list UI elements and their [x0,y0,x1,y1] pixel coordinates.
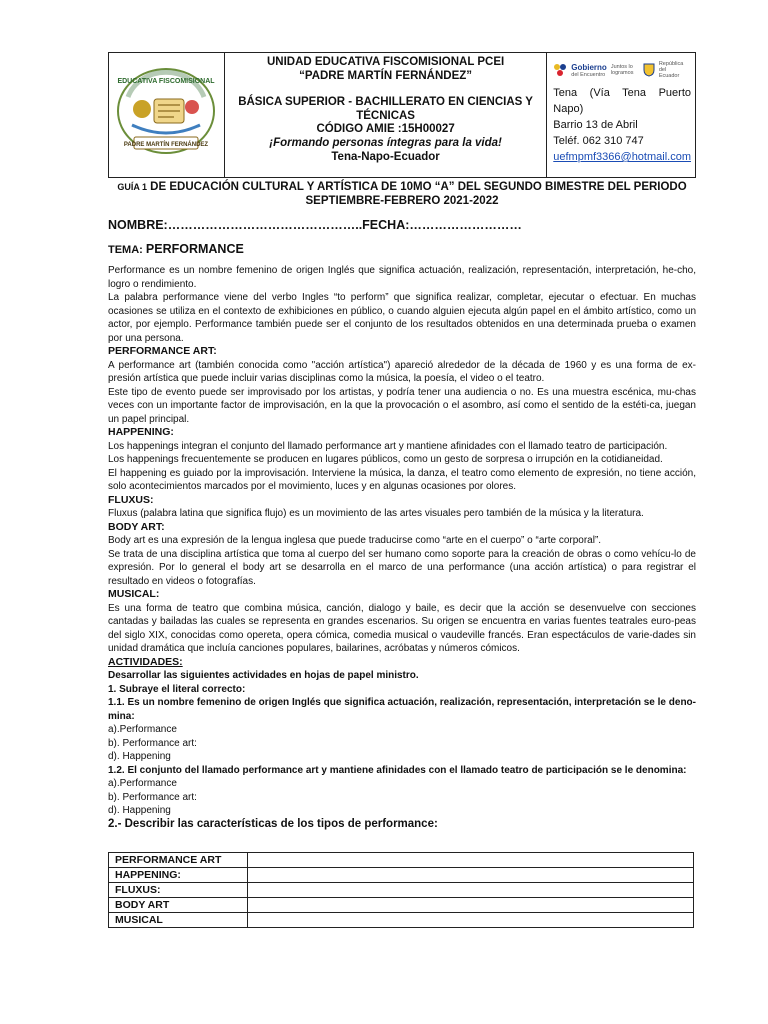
topic-label: TEMA: [108,244,146,256]
table-row [109,898,694,913]
section-heading-body-art: BODY ART: [108,520,165,533]
paragraph: Se trata de una disciplina artística que toma al cuerpo del ser humano como soporte para la creación de obras o como vehícu-lo de expresión. Por lo general el body art se desarrolla en el marco de una performance (una acción artística) o para registrar el resultado en videos o fotografías. [108,548,696,587]
gov-logo-tag: Juntos lo logramos [610,64,634,76]
paragraph: Body art es una expresión de la lengua inglesa que puede traducirse como “arte en el cuerpo” o “arte corporal”. [108,535,602,546]
table-row-label: MUSICAL [109,913,248,928]
section-heading-musical: MUSICAL: [108,588,160,600]
question-1: 1. Subraye el literal correcto: [108,683,246,695]
table-row-label: PERFORMANCE ART [109,853,248,868]
option: b). Performance art: [108,737,197,749]
table-row [109,868,694,883]
school-logo-cell [109,53,225,177]
option: a).Performance [108,778,177,789]
table-row [109,913,694,928]
table-row [109,883,694,898]
performance-types-table [108,852,694,928]
paragraph: La palabra performance viene del verbo Ingles “to perform” que significa realizar, completar, ejecutar o efectuar. En muchas ocasiones se utiliza en el contexto de exhibiciones en público, o cuando alguien ejecuta algún papel en el ámbito artístico, como un actor, por ejemplo. Performance también puede ser el conjunto de los resultados obtenidos en una determinada prueba o examen por una persona. [108,292,696,344]
option: d). Happening [108,805,171,816]
paragraph: Los happenings frecuentemente se producen en lugares públicos, como un gesto de sorpresa o irrupción en la cotidianeidad. [108,454,663,465]
guide-period: SEPTIEMBRE-FEBRERO 2021-2022 [305,195,499,207]
activities-instruction: Desarrollar las siguientes actividades en hojas de papel ministro. [108,670,419,681]
answer-cell[interactable] [248,913,694,928]
email-link[interactable]: uefmpmf3366@hotmail.com [553,151,691,163]
name-date-line: NOMBRE:………………………………………..FECHA:……………………… [108,218,522,232]
school-subname: “PADRE MARTÍN FERNÁNDEZ” [299,69,473,82]
option: d). Happening [108,751,171,762]
gov-logo-sub: del Encuentro [571,71,606,78]
option: b). Performance art: [108,791,197,803]
guide-title [108,180,696,208]
document-body [108,264,696,831]
amie-code: CÓDIGO AMIE :15H00027 [316,123,455,136]
ecuador-shield-icon [643,63,655,77]
section-heading-happening: HAPPENING: [108,426,174,438]
paragraph: El happening es guiado por la improvisación. Interviene la música, la danza, el teatro como elemento de expresión, no tiene acción, solo acontecimientos marcados por el movimiento, luces y en algunas ocasiones por olores. [108,467,696,492]
address-line-2: Barrio 13 de Abril [553,119,638,131]
option: a).Performance [108,724,177,735]
paragraph: Performance es un nombre femenino de origen Inglés que significa actuación, realización, representación, interpretación, he-cho, logro o rendimiento. [108,265,696,290]
paragraph: Es una forma de teatro que combina música, canción, dialogo y baile, es decir que la acción se desenvuelve con secciones cantadas y bailadas las cuales se representa en grandes escenarios. Su origen se encuentra en varias fuentes teatrales euro-peas del siglo XIX, conocidas como opereta, opera cómica, comedia musical o vaudeville francés. Eran espectáculos de varie-dades sin unidad dramática que incluía canciones populares, bailarines, acróbatas y números cómicos. [108,602,696,654]
answer-cell[interactable] [248,853,694,868]
question-2: 2.- Describir las características de los tipos de performance: [108,817,438,830]
phone: Teléf. 062 310 747 [553,135,644,147]
government-logo [553,55,691,85]
topic-line [108,242,244,256]
gov-country: República del Ecuador [658,61,684,79]
svg-text:EDUCATIVA FISCOMISIONAL: EDUCATIVA FISCOMISIONAL [117,78,215,85]
table-row-label: HAPPENING: [109,868,248,883]
address-line-1: Tena (Vía Tena Puerto Napo) [553,87,691,115]
paragraph: Los happenings integran el conjunto del llamado performance art y mantiene afinidades con el llamado teatro de participación. [108,440,668,452]
government-logo-icon [553,63,567,77]
section-heading-fluxus: FLUXUS: [108,493,154,506]
school-location: Tena-Napo-Ecuador [331,150,440,163]
table-row-label: BODY ART [109,898,248,913]
question-1-1: 1.1. Es un nombre femenino de origen Inglés que significa actuación, realización, representación, interpretación se le deno-mina: [108,697,696,722]
paragraph: Fluxus (palabra latina que significa flujo) es un movimiento de las artes visuales pero también de la música y la literatura. [108,508,644,519]
level-line-1: BÁSICA SUPERIOR - BACHILLERATO EN CIENCIAS Y [238,96,533,109]
level-line-2: TÉCNICAS [356,109,415,122]
header-table [108,52,696,178]
question-1-2: 1.2. El conjunto del llamado performance art y mantiene afinidades con el llamado teatro de participación se le denomina: [108,764,687,776]
school-motto: ¡Formando personas íntegras para la vida! [269,136,502,149]
header-contact-block [547,53,695,177]
guide-title-rest: DE EDUCACIÓN CULTURAL Y ARTÍSTICA DE 10MO “A” DEL SEGUNDO BIMESTRE DEL PERIODO [146,181,687,193]
table-row [109,853,694,868]
table-row-label: FLUXUS: [109,883,248,898]
header-title-block [225,53,547,177]
school-name: UNIDAD EDUCATIVA FISCOMISIONAL PCEI [266,56,505,68]
gov-logo-text: Gobierno [571,62,607,72]
school-logo-icon [114,67,218,163]
answer-cell[interactable] [248,883,694,898]
answer-cell[interactable] [248,868,694,883]
section-heading-performance-art: PERFORMANCE ART: [108,345,217,357]
paragraph: A performance art (también conocida como "acción artística") apareció alrededor de la década de 1960 y es una forma de ex-presión artística que puede incluir varias disciplinas como la música, la poesía, el video o el teatro. [108,359,696,384]
topic-value: PERFORMANCE [145,242,244,256]
answer-cell[interactable] [248,898,694,913]
guide-prefix: GUÍA 1 [117,182,147,192]
svg-text:PADRE MARTÍN FERNÁNDEZ: PADRE MARTÍN FERNÁNDEZ [124,142,209,148]
paragraph: Este tipo de evento puede ser improvisado por los artistas, y podría tener una audiencia o no. Es una muestra escénica, mu-chas veces con un importante factor de improvisación, en la que la provocación o el asombro, así como el sentido de la estéti-ca, juegan un papel principal. [108,386,696,425]
activities-heading: ACTIVIDADES: [108,655,183,668]
